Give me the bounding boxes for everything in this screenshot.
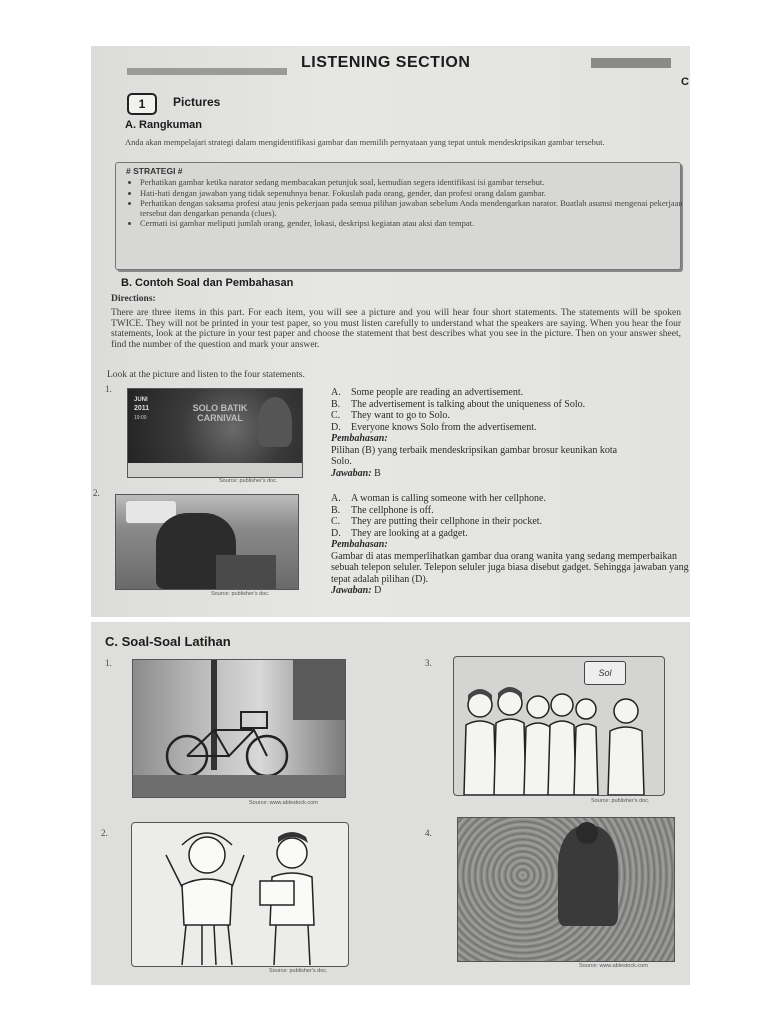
solo-batik-carnival-poster <box>127 388 303 478</box>
item-number: 1. <box>105 384 112 394</box>
item-number: 2. <box>93 488 100 498</box>
strategy-item: • Perhatikan dengan saksama profesi atau jenis pekerjaan pada semua pilihan jawaban sebelum Anda mendengarkan narator. Buatlah asumsi mengenai pekerjaan tersebut dan dengarkan penanda (clues). <box>140 199 685 218</box>
poster-date: 19:00 <box>134 415 147 421</box>
poster-month: JUNI <box>134 397 148 403</box>
option-d: D. They are looking at a gadget. <box>331 527 468 539</box>
strategy-title: # STRATEGI # <box>126 166 183 176</box>
photo-credit: Source: publisher's doc. <box>591 798 650 804</box>
item-2-options <box>331 493 690 597</box>
jawaban-line: Jawaban: D <box>331 585 382 596</box>
look-instruction: Look at the picture and listen to the four statements. <box>107 370 305 380</box>
textbook-page-top <box>91 46 690 617</box>
photo-credit: Source: www.ablestock.com <box>579 963 648 969</box>
photo-bench <box>216 555 276 589</box>
option-a: A. Some people are reading an advertisement. <box>331 387 524 398</box>
heading-soal-latihan: C. Soal-Soal Latihan <box>105 634 231 649</box>
exercise-number: 3. <box>425 658 432 668</box>
photo-window <box>293 660 345 720</box>
strategy-item: • Perhatikan gambar ketika narator sedang membacakan petunjuk soal, kemudian segera identifikasi isi gambar tersebut. <box>140 178 685 188</box>
option-c: C. They are putting their cellphone in their pocket. <box>331 516 543 527</box>
poster-sponsor-strip <box>128 463 302 477</box>
option-c: C. They want to go to Solo. <box>331 410 450 421</box>
corner-letter: C <box>681 76 689 88</box>
bicycle-icon <box>159 710 289 780</box>
poster-figure <box>258 397 292 447</box>
two-women-gadget-photo <box>115 494 299 590</box>
section-name: Pictures <box>173 95 221 109</box>
jawaban-line: Jawaban: B <box>331 467 381 479</box>
soldier-photo <box>457 817 675 962</box>
two-people-icon <box>152 825 342 965</box>
pembahasan-text: Gambar di atas memperlihatkan gambar dua orang wanita yang sedang memperbaikan sebuah telepon seluler. Telepon seluler juga biasa disebut gadget. Sehingga jawaban yang tepat adalah pilihan (D). <box>331 550 689 585</box>
option-d: D. Everyone knows Solo from the advertisement. <box>331 421 537 433</box>
option-b: B. The advertisement is talking about the uniqueness of Solo. <box>331 398 586 410</box>
bicycle-photo <box>132 659 346 798</box>
photo-credit: Source: publisher's doc. <box>219 478 278 484</box>
strategy-box <box>115 162 681 270</box>
people-group-icon <box>458 677 658 795</box>
photo-credit: Source: publisher's doc. <box>269 968 328 974</box>
poster-headline: SOLO BATIK CARNIVAL <box>192 403 248 423</box>
item-1-options <box>331 387 686 479</box>
students-illustration <box>453 656 665 796</box>
section-number-badge <box>127 93 157 115</box>
rangkuman-text: Anda akan mempelajari strategi dalam mengidentifikasi gambar dan memilih pernyataan yang tepat untuk mendeskripsikan gambar tersebut. <box>125 137 605 147</box>
option-a: A. A woman is calling someone with her cellphone. <box>331 493 546 504</box>
photo-credit: Source: www.ablestock.com <box>249 800 318 806</box>
textbook-page-bottom <box>91 622 690 985</box>
shop-sign-text: Sol <box>598 668 612 678</box>
photo-credit: Source: publisher's doc. <box>211 591 270 597</box>
pembahasan-text: Pilihan (B) yang terbaik mendeskripsikan gambar brosur keunikan kota Solo. <box>331 444 618 467</box>
header-bar-right <box>591 58 671 68</box>
section-number: 1 <box>138 97 146 111</box>
exercise-number: 2. <box>101 828 108 838</box>
strategy-item: • Cermati isi gambar meliputi jumlah orang, gender, lokasi, deskripsi kegiatan atau aksi dan tempat. <box>140 219 685 229</box>
pembahasan-label: Pembahasan: <box>331 539 388 550</box>
strategy-item: • Hati-hati dengan jawaban yang tidak sepenuhnya benar. Fokuslah pada orang, gender, dan profesi orang dalam gambar. <box>140 189 685 199</box>
exercise-number: 4. <box>425 828 432 838</box>
header-bar-left <box>127 68 287 75</box>
directions-label: Directions: <box>111 294 156 304</box>
couple-illustration <box>131 822 349 967</box>
photo-sidewalk <box>133 775 345 797</box>
page-title: LISTENING SECTION <box>301 54 471 71</box>
directions-text: There are three items in this part. For each item, you will see a picture and you will hear four short statements. The statements will be spoken TWICE. They will not be printed in your test paper, so you must listen carefully to understand what the speakers are saying. When you hear the four statements, look at the picture in your test paper and choose the statement that best describes what you see in the picture. Then on your answer sheet, find the number of the question and mark your answer. <box>111 308 681 350</box>
poster-year: 2011 <box>134 405 150 412</box>
heading-rangkuman: A. Rangkuman <box>125 119 203 131</box>
option-b: B. The cellphone is off. <box>331 504 434 516</box>
pembahasan-label: Pembahasan: <box>331 433 388 444</box>
photo-soldier-head <box>576 822 598 844</box>
strategy-list <box>126 178 685 230</box>
heading-contoh-soal: B. Contoh Soal dan Pembahasan <box>121 277 294 289</box>
exercise-number: 1. <box>105 658 112 668</box>
